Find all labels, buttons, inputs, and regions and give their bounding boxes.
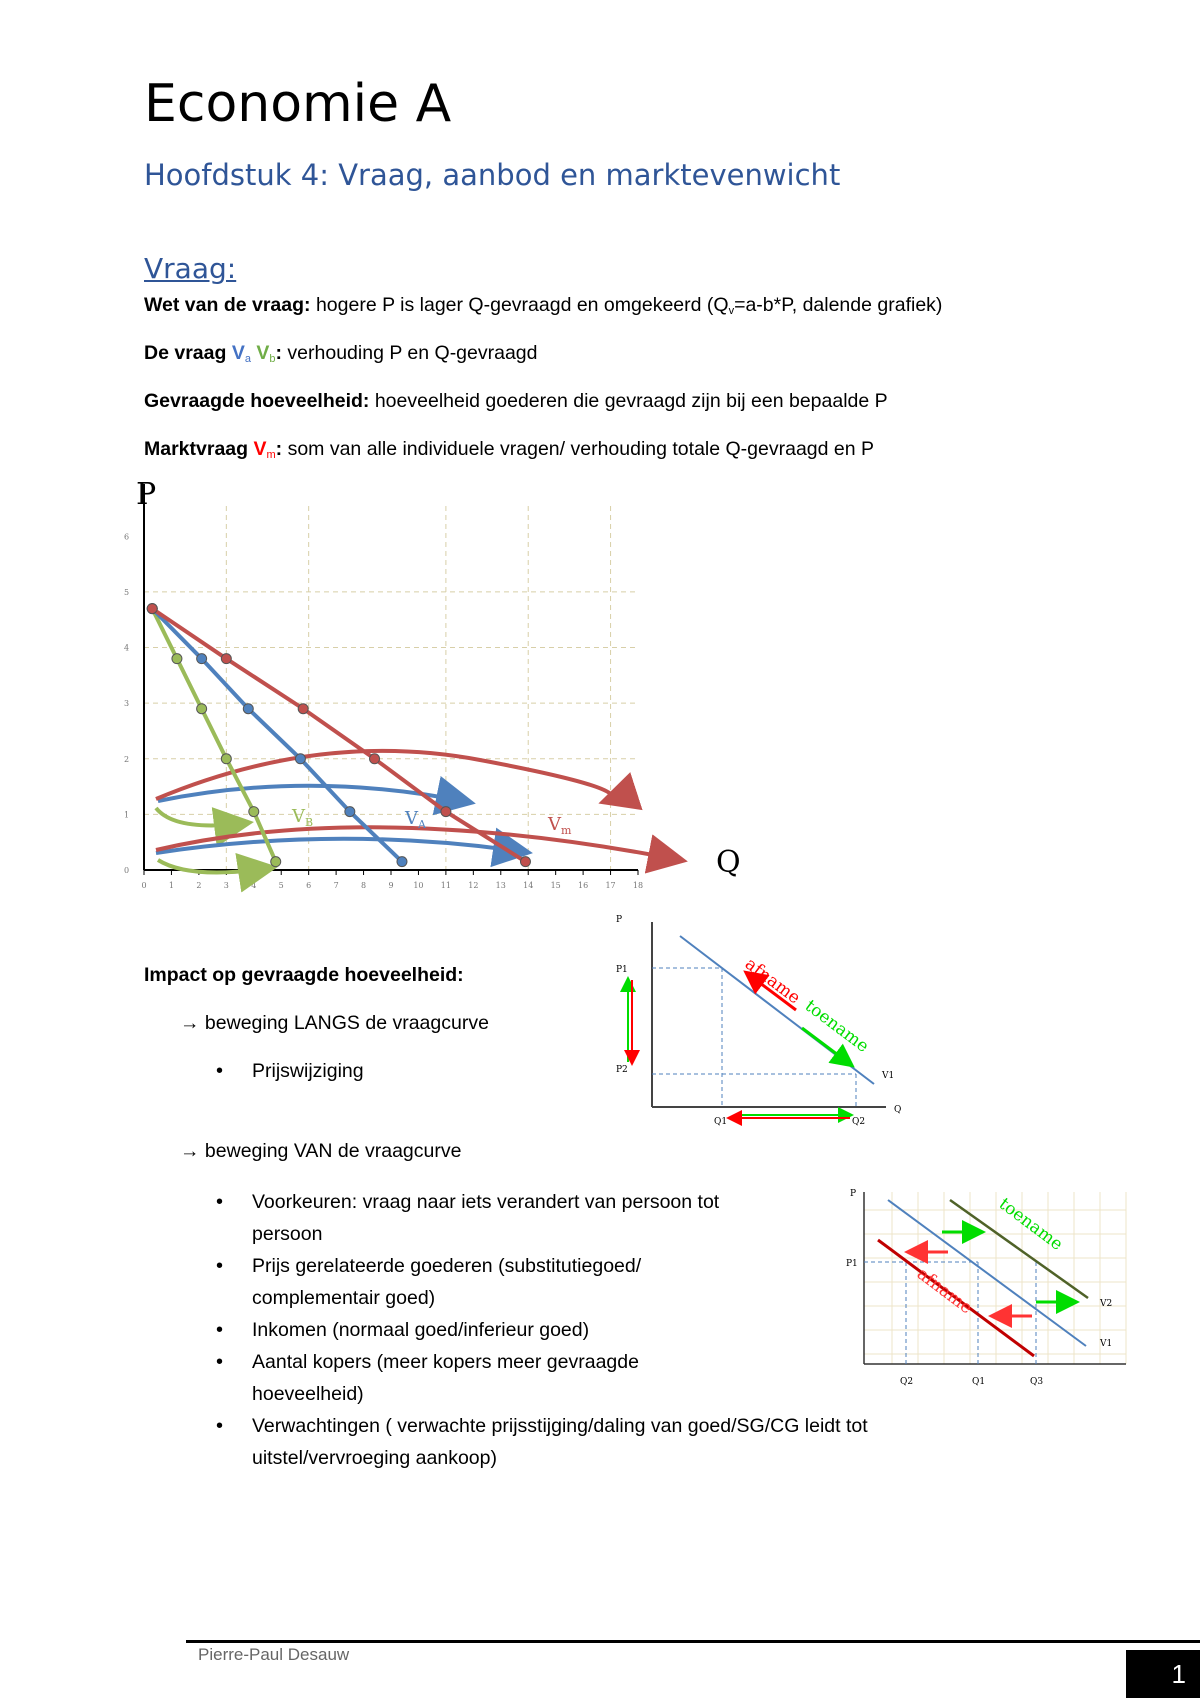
- x-tick-label: 15: [550, 881, 561, 890]
- afname-label: afname: [912, 1264, 976, 1319]
- curve-shift-chart: [836, 1184, 1136, 1396]
- y-tick-label: 2: [124, 754, 130, 764]
- x-tick-label: 1: [168, 881, 174, 890]
- subscript: b: [269, 353, 276, 365]
- afname-label: afname: [740, 954, 804, 1009]
- list-item: • Voorkeuren: vraag naar iets verandert van persoon tot persoon: [252, 1186, 868, 1250]
- x-tick-label: 18: [632, 881, 644, 890]
- subscript: m: [266, 449, 276, 461]
- x-tick-label: 10: [413, 881, 424, 890]
- definition-label: Marktvraag: [144, 438, 254, 460]
- movement-along-text: beweging LANGS de vraagcurve: [199, 1012, 489, 1034]
- x-tick-label: 5: [278, 881, 284, 890]
- chart-grid: [144, 506, 638, 870]
- q1-label: Q1: [972, 1377, 986, 1387]
- definition-wet-van-de-vraag: [144, 294, 942, 317]
- subscript: v: [728, 305, 735, 317]
- data-point-vm: [221, 654, 231, 664]
- footer-author: Pierre-Paul Desauw: [198, 1645, 350, 1664]
- x-tick-label: 13: [495, 881, 506, 890]
- subscript: a: [244, 353, 251, 365]
- green-curved-arrow-upper: [156, 808, 246, 825]
- definition-gevraagde-hoeveelheid: [144, 390, 888, 413]
- x-tick-label: 16: [578, 881, 589, 890]
- van-bullet-list: [252, 1186, 868, 1474]
- impact-heading: [144, 964, 464, 987]
- x-tick-label: 12: [468, 881, 479, 890]
- data-point-vm: [520, 857, 530, 867]
- y-tick-label: 6: [124, 532, 130, 542]
- movement-of-text: beweging VAN de vraagcurve: [199, 1140, 462, 1162]
- definition-marktvraag: [144, 438, 874, 461]
- x-tick-label: 6: [306, 881, 312, 890]
- v1-label: V1: [1100, 1339, 1113, 1349]
- q2-label: Q2: [852, 1117, 866, 1127]
- data-point-vb: [221, 754, 231, 764]
- definition-label: Gevraagde hoeveelheid:: [144, 390, 370, 412]
- data-point-vm: [441, 807, 451, 817]
- x-tick-label: 0: [141, 881, 147, 890]
- shift-arrows: [156, 751, 680, 873]
- definition-text: som van alle individuele vragen/ verhouding totale Q-gevraagd en P: [282, 438, 875, 460]
- p-axis-label: P: [616, 915, 623, 925]
- vm-label: $V_m$: [548, 814, 572, 837]
- data-point-vb: [172, 654, 182, 664]
- data-point-vb: [271, 857, 281, 867]
- x-tick-label: 3: [223, 881, 229, 890]
- data-point-va: [397, 857, 407, 867]
- definition-label: Wet van de vraag:: [144, 294, 311, 316]
- x-tick-label: 7: [333, 881, 339, 890]
- q2-label: Q2: [900, 1377, 914, 1387]
- toename-label: toename: [800, 996, 873, 1057]
- q3-label: Q3: [1030, 1377, 1044, 1387]
- colon: :: [275, 438, 283, 460]
- data-point-vb: [249, 807, 259, 817]
- impact-heading-text: Impact op gevraagde hoeveelheid:: [144, 964, 464, 986]
- definition-text: =a-b*P, dalende grafiek): [734, 294, 943, 316]
- langs-bullet-list: [252, 1060, 364, 1083]
- data-point-vm: [147, 604, 157, 614]
- p2-label: P2: [616, 1065, 628, 1075]
- x-tick-label: 9: [388, 881, 394, 890]
- y-tick-label: 5: [124, 587, 130, 597]
- definition-text: hoeveelheid goederen die gevraagd zijn bij een bepaalde P: [369, 390, 888, 412]
- colon: :: [275, 342, 283, 364]
- data-point-va: [197, 654, 207, 664]
- data-point-va: [295, 754, 305, 764]
- vm-symbol: V: [253, 438, 267, 460]
- definition-label: De vraag: [144, 342, 232, 364]
- y-tick-label: 1: [124, 810, 130, 820]
- y-tick-label: 3: [124, 699, 130, 709]
- data-point-vb: [197, 704, 207, 714]
- x-tick-label: 8: [361, 881, 367, 890]
- toename-label: toename: [994, 1194, 1067, 1255]
- y-tick-labels: [124, 532, 129, 875]
- section-heading-vraag: Vraag:: [144, 252, 237, 285]
- y-tick-label: 0: [124, 866, 130, 875]
- footer-rule: [186, 1640, 1200, 1643]
- x-tick-label: 2: [196, 881, 202, 890]
- arrow-right-icon: →: [180, 1140, 200, 1162]
- movement-along-chart: [606, 912, 906, 1127]
- x-tick-label: 11: [440, 881, 451, 890]
- arrow-right-icon: →: [180, 1012, 200, 1034]
- page-number: 1: [1126, 1650, 1200, 1698]
- va-label: $V_A$: [405, 808, 426, 831]
- vb-label: $V_B$: [292, 806, 314, 829]
- x-tick-label: 17: [605, 881, 616, 890]
- q-axis-label: Q: [716, 845, 741, 880]
- p-axis-label: P: [136, 477, 157, 512]
- v2-label: V2: [1100, 1299, 1113, 1309]
- q-axis-label: Q: [894, 1105, 902, 1115]
- data-point-va: [243, 704, 253, 714]
- movement-along-curve: [180, 1012, 489, 1035]
- x-tick-label: 14: [523, 881, 534, 890]
- document-title: Economie A: [144, 74, 452, 134]
- chapter-subtitle: Hoofdstuk 4: Vraag, aanbod en marktevenwicht: [144, 158, 841, 192]
- definition-text: verhouding P en Q-gevraagd: [282, 342, 538, 364]
- va-symbol: V: [231, 342, 245, 364]
- movement-of-curve: [180, 1140, 461, 1163]
- market-demand-chart: [120, 470, 760, 900]
- data-point-va: [345, 807, 355, 817]
- p-axis-label: P: [850, 1189, 857, 1199]
- list-item: • Aantal kopers (meer kopers meer gevraagde hoeveelheid): [252, 1346, 868, 1410]
- list-item: • Prijswijziging: [252, 1060, 364, 1083]
- definition-text: hogere P is lager Q-gevraagd en omgekeerd (Q: [310, 294, 729, 316]
- data-point-vm: [298, 704, 308, 714]
- y-tick-label: 4: [124, 643, 130, 653]
- list-item: • Inkomen (normaal goed/inferieur goed): [252, 1314, 868, 1346]
- list-item: • Prijs gerelateerde goederen (substitutiegoed/ complementair goed): [252, 1250, 868, 1314]
- data-point-vm: [370, 754, 380, 764]
- p1-label: P1: [846, 1259, 858, 1269]
- vb-symbol: V: [256, 342, 270, 364]
- v1-label: V1: [882, 1071, 895, 1081]
- q1-label: Q1: [714, 1117, 728, 1127]
- x-tick-label: 4: [251, 881, 257, 890]
- list-item: • Verwachtingen ( verwachte prijsstijging/daling van goed/SG/CG leidt tot uitstel/vervroeging aankoop): [252, 1410, 868, 1474]
- definition-de-vraag: [144, 342, 538, 365]
- p1-label: P1: [616, 965, 628, 975]
